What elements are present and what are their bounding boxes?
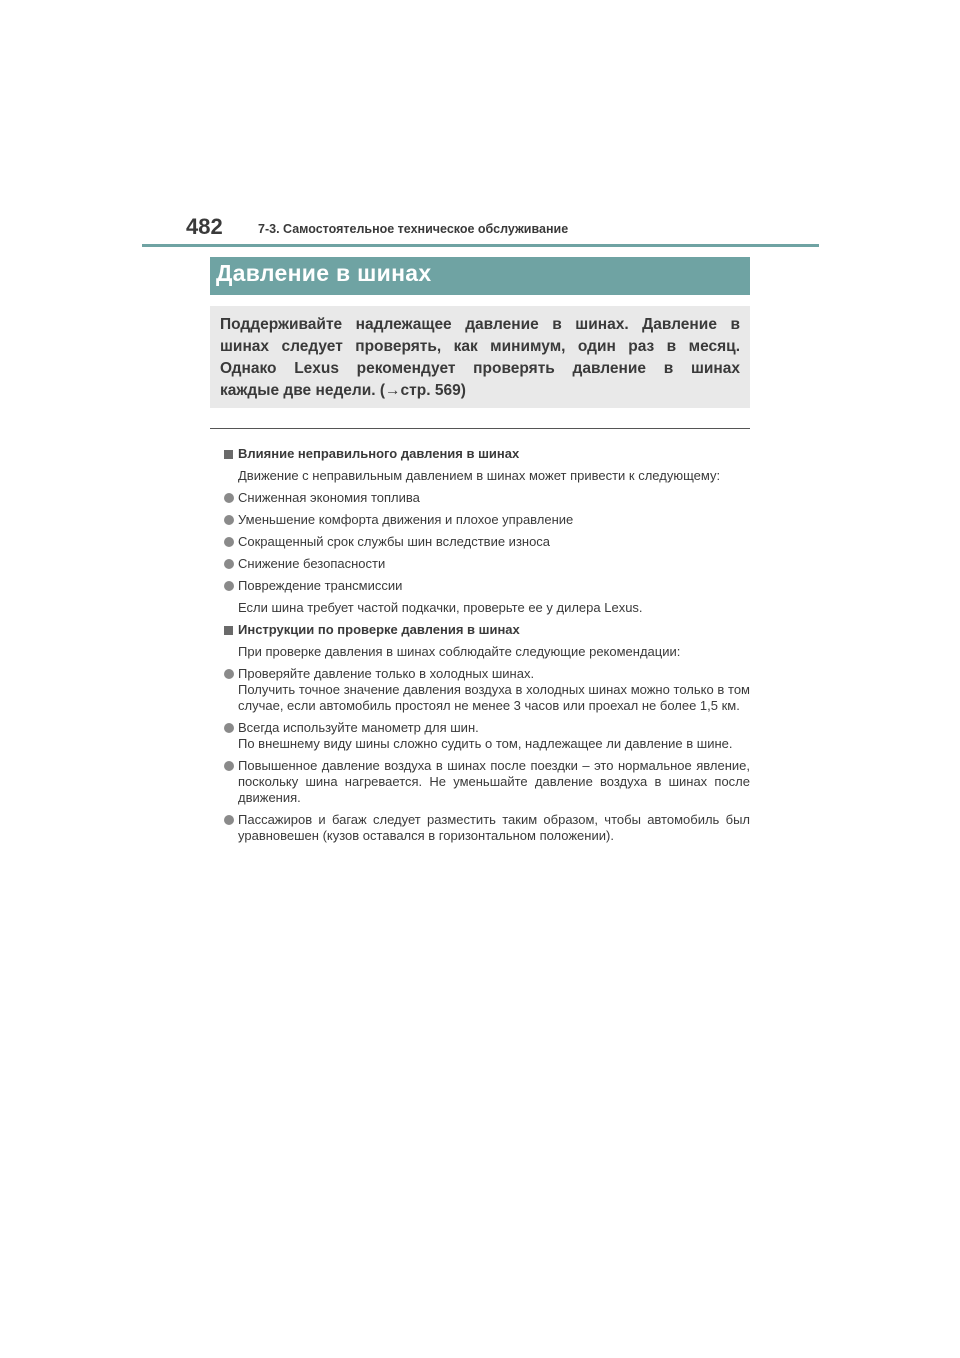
intro-line: Однако Lexus рекомендует проверять давление в шинах	[220, 360, 740, 377]
square-bullet-icon	[224, 450, 233, 459]
list-item	[224, 720, 750, 752]
list-item	[224, 512, 750, 528]
bullet-dot-icon	[224, 515, 234, 525]
bullet-dot-icon	[224, 537, 234, 547]
bullet-dot-icon	[224, 723, 234, 733]
heading-text: Влияние неправильного давления в шинах	[238, 446, 520, 461]
heading-text: Инструкции по проверке давления в шинах	[238, 622, 520, 637]
divider	[210, 428, 750, 429]
list-item-text: Снижение безопасности	[238, 556, 386, 571]
bullet-dot-icon	[224, 815, 234, 825]
list-item-text: Сокращенный срок службы шин вследствие износа	[238, 534, 551, 549]
list-item-text: Сниженная экономия топлива	[238, 490, 420, 505]
paragraph: Если шина требует частой подкачки, проверьте ее у дилера Lexus.	[238, 600, 643, 615]
list-item-text: Пассажиров и багаж следует разместить таким образом, чтобы автомобиль был уравновешен (кузов оставался в горизонтальном положении).	[238, 812, 750, 843]
list-item	[224, 758, 750, 806]
intro-line: каждые две недели. (→стр. 569)	[220, 382, 466, 399]
title-bar	[210, 257, 750, 295]
list-item-title: Проверяйте давление только в холодных шинах.	[238, 666, 535, 681]
bullet-dot-icon	[224, 559, 234, 569]
bullet-dot-icon	[224, 761, 234, 771]
square-bullet-icon	[224, 626, 233, 635]
section-heading	[224, 446, 750, 462]
intro-box	[210, 306, 750, 408]
intro-line: шинах следует проверять, как минимум, один раз в месяц.	[220, 338, 740, 355]
list-item-text: Повышенное давление воздуха в шинах после поездки – это нормальное явление, поскольку шина нагревается. Не уменьшайте давление воздуха в шинах после движения.	[238, 758, 750, 805]
list-item	[224, 556, 750, 572]
intro-line: Поддерживайте надлежащее давление в шинах. Давление в	[220, 316, 740, 333]
page-title: Давление в шинах	[216, 260, 432, 286]
list-item	[224, 812, 750, 844]
bullet-dot-icon	[224, 669, 234, 679]
page-number: 482	[186, 214, 223, 239]
list-item-text: По внешнему виду шины сложно судить о том, надлежащее ли давление в шине.	[238, 736, 733, 751]
content	[224, 440, 750, 844]
list-item-title: Всегда используйте манометр для шин.	[238, 720, 479, 735]
list-item	[224, 666, 750, 714]
paragraph: Движение с неправильным давлением в шинах может привести к следующему:	[238, 468, 721, 483]
section-heading	[224, 622, 750, 638]
list-item-text: Повреждение трансмиссии	[238, 578, 403, 593]
section-header: 7-3. Самостоятельное техническое обслуживание	[258, 222, 569, 236]
bullet-dot-icon	[224, 581, 234, 591]
list-item-text: Получить точное значение давления воздуха в холодных шинах можно только в том случае, если автомобиль простоял не менее 3 часов или проехал не более 1,5 км.	[238, 682, 750, 713]
list-item	[224, 490, 750, 506]
header-rule	[142, 244, 819, 247]
list-item	[224, 534, 750, 550]
list-item-text: Уменьшение комфорта движения и плохое управление	[238, 512, 574, 527]
bullet-dot-icon	[224, 493, 234, 503]
list-item	[224, 578, 750, 594]
paragraph: При проверке давления в шинах соблюдайте следующие рекомендации:	[238, 644, 681, 659]
